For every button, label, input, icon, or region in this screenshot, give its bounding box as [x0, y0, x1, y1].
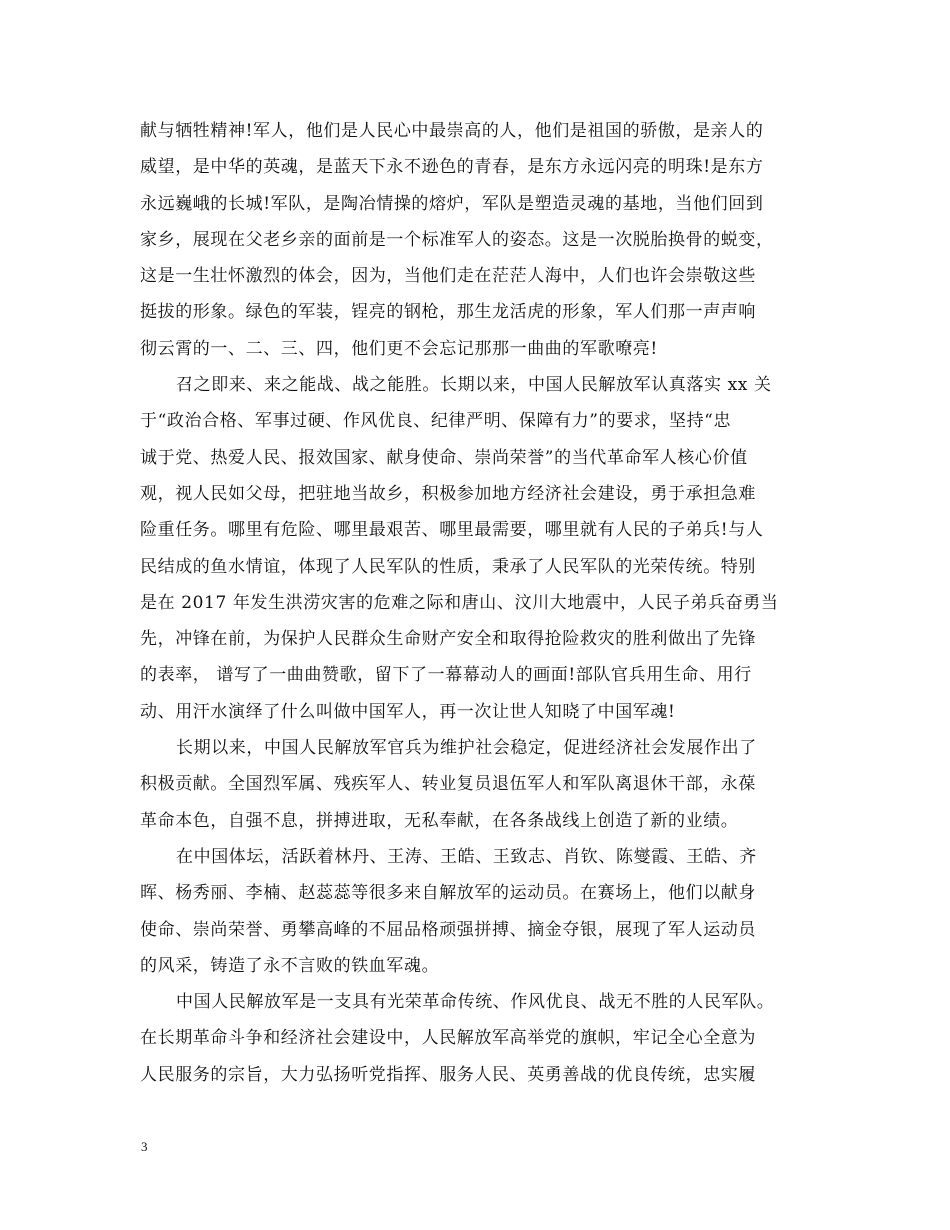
text-line: 献与牺牲精神!军人，他们是人民心中最崇高的人，他们是祖国的骄傲，是亲人的 [140, 121, 764, 141]
text-line: 彻云霄的一、二、三、四，他们更不会忘记那那一曲曲的军歌嘹亮! [140, 338, 658, 359]
text-line: 是在 2017 年发生洪涝灾害的危难之际和唐山、汶川大地震中，人民子弟兵奋勇当 [140, 592, 779, 613]
page-number: 3 [141, 1139, 148, 1154]
text-line: 威望，是中华的英魂，是蓝天下永不逊色的青春，是东方永远闪亮的明珠!是东方 [140, 157, 764, 178]
text-line: 人民服务的宗旨，大力弘扬听党指挥、服务人民、英勇善战的优良传统，忠实履 [140, 1064, 756, 1085]
text-line: 的风采，铸造了永不言败的铁血军魂。 [140, 955, 440, 976]
text-line: 观，视人民如父母，把驻地当故乡，积极参加地方经济社会建设，勇于承担急难 [140, 483, 756, 504]
text-line: 的表率， 谱写了一曲曲赞歌，留下了一幕幕动人的画面!部队官兵用生命、用行 [140, 665, 752, 686]
text-line: 晖、杨秀丽、李楠、赵蕊蕊等很多来自解放军的运动员。在赛场上，他们以献身 [140, 883, 756, 904]
text-line: 于“政治合格、军事过硬、作风优良、纪律严明、保障有力”的要求，坚持“忠 [140, 411, 732, 432]
text-line: 家乡，展现在父老乡亲的面前是一个标准军人的姿态。这是一次脱胎换骨的蜕变， [140, 229, 774, 250]
text-line: 险重任务。哪里有危险、哪里最艰苦、哪里最需要，哪里就有人民的子弟兵!与人 [140, 520, 764, 541]
text-line: 这是一生壮怀激烈的体会，因为，当他们走在茫茫人海中，人们也许会崇敬这些 [140, 266, 756, 287]
text-line: 先，冲锋在前，为保护人民群众生命财产安全和取得抢险救灾的胜利做出了先锋 [140, 629, 756, 650]
text-line: 诚于党、热爱人民、报效国家、献身使命、崇尚荣誉”的当代革命军人核心价值 [140, 447, 748, 468]
text-line: 永远巍峨的长城!军队，是陶冶情操的熔炉，军队是塑造灵魂的基地，当他们回到 [140, 193, 764, 214]
text-line: 民结成的鱼水情谊，体现了人民军队的性质，秉承了人民军队的光荣传统。特别 [140, 556, 756, 577]
text-line: 挺拔的形象。绿色的军装，锃亮的钢枪，那生龙活虎的形象，军人们那一声声响 [140, 302, 756, 323]
text-line: 召之即来、来之能战、战之能胜。长期以来，中国人民解放军认真落实 xx 关 [176, 375, 772, 396]
body-text [140, 113, 830, 1093]
text-line: 使命、崇尚荣誉、勇攀高峰的不屈品格顽强拼搏、摘金夺银，展现了军人运动员 [140, 919, 756, 940]
text-line: 在长期革命斗争和经济社会建设中，人民解放军高举党的旗帜，牢记全心全意为 [140, 1028, 756, 1049]
text-line: 动、用汗水演绎了什么叫做中国军人，再一次让世人知晓了中国军魂! [140, 701, 676, 722]
text-line: 中国人民解放军是一支具有光荣革命传统、作风优良、战无不胜的人民军队。 [176, 992, 775, 1013]
text-line: 在中国体坛，活跃着林丹、王涛、王皓、王致志、肖钦、陈燮霞、王皓、齐 [176, 846, 757, 867]
text-line: 长期以来，中国人民解放军官兵为维护社会稳定，促进经济社会发展作出了 [176, 738, 757, 759]
text-line: 积极贡献。全国烈军属、残疾军人、转业复员退伍军人和军队离退休干部，永葆 [140, 774, 756, 795]
text-line: 革命本色，自强不息，拼搏进取，无私奉献，在各条战线上创造了新的业绩。 [140, 810, 739, 831]
